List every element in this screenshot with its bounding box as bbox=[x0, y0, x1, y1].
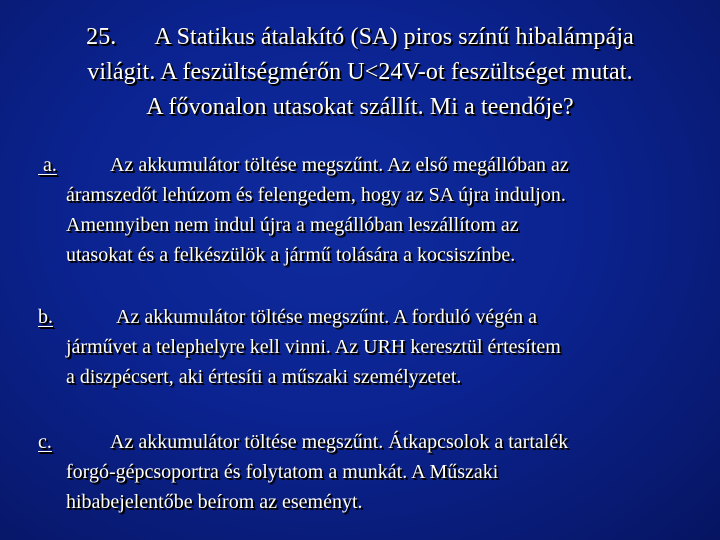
answer-b-line-1 bbox=[38, 302, 561, 332]
answer-b-text-1: Az akkumulátor töltése megszűnt. A forduló végén a bbox=[116, 306, 538, 328]
answer-a-line-4: utasokat és a felkészülök a jármű tolására a kocsiszínbe. bbox=[66, 244, 516, 266]
answer-c[interactable] bbox=[38, 427, 568, 517]
answer-b[interactable] bbox=[38, 302, 561, 392]
answer-b-marker[interactable]: b. bbox=[38, 306, 53, 328]
answer-a-line-1 bbox=[38, 150, 569, 180]
answer-a[interactable] bbox=[38, 150, 569, 270]
answer-a-text-1: Az akkumulátor töltése megszűnt. Az első megállóban az bbox=[110, 154, 569, 176]
question-title bbox=[10, 20, 710, 125]
answer-b-line-3: a diszpécsert, aki értesíti a műszaki személyzetet. bbox=[66, 366, 462, 388]
question-text-1: A Statikus átalakító (SA) piros színű hibalámpája bbox=[154, 24, 634, 50]
question-title-line-2: világit. A feszültségmérőn U<24V-ot feszültséget mutat. bbox=[87, 59, 633, 85]
answer-a-line-3: Amennyiben nem indul újra a megállóban leszállítom az bbox=[66, 214, 519, 236]
question-number: 25. bbox=[86, 24, 117, 50]
answer-c-line-1 bbox=[38, 427, 568, 457]
answer-a-marker[interactable]: a. bbox=[38, 154, 57, 176]
answer-c-line-3: hibabejelentőbe beírom az eseményt. bbox=[66, 491, 363, 513]
answer-c-text-1: Az akkumulátor töltése megszűnt. Átkapcsolok a tartalék bbox=[110, 431, 569, 453]
question-title-line-1 bbox=[10, 20, 710, 55]
answer-b-line-2: járművet a telephelyre kell vinni. Az URH keresztül értesítem bbox=[66, 336, 561, 358]
answer-a-line-2: áramszedőt lehúzom és felengedem, hogy az SA újra induljon. bbox=[66, 184, 566, 206]
answer-c-line-2: forgó-gépcsoportra és folytatom a munkát. A Műszaki bbox=[66, 461, 499, 483]
question-title-line-3: A fővonalon utasokat szállít. Mi a teendője? bbox=[146, 94, 574, 120]
answer-c-marker[interactable]: c. bbox=[38, 431, 52, 453]
